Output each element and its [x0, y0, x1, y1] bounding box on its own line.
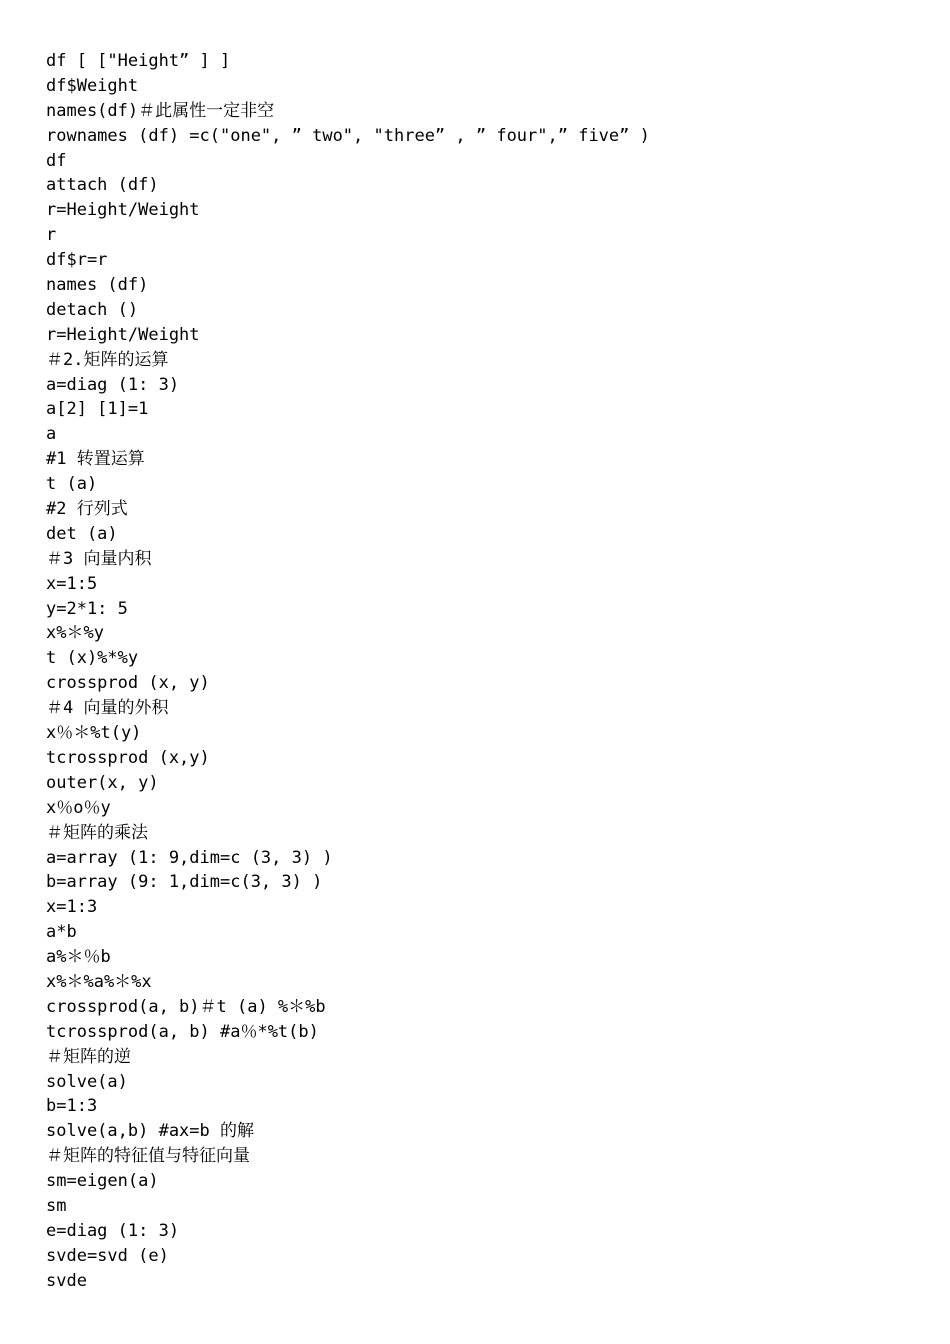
code-line: ＃矩阵的逆 — [46, 1046, 131, 1067]
code-line: a[2] [1]=1 — [46, 399, 149, 420]
code-line: a%＊％b — [46, 947, 111, 968]
code-line: tcrossprod (x,y) — [46, 747, 210, 768]
code-line: b=1:3 — [46, 1096, 98, 1117]
code-line: detach () — [46, 299, 139, 320]
code-line: x=1:3 — [46, 897, 98, 918]
code-line: x％＊%t(y) — [46, 723, 142, 744]
code-listing — [46, 49, 930, 1294]
code-line: solve(a) — [46, 1071, 128, 1092]
code-line: df [ ["Height” ] ] — [46, 51, 231, 71]
code-line: names (df) — [46, 275, 149, 296]
code-line: sm=eigen(a) — [46, 1171, 159, 1192]
code-line: solve(a,b) #ax=b 的解 — [46, 1121, 254, 1142]
code-line: a — [46, 424, 57, 445]
code-line: ＃3 向量内积 — [46, 548, 152, 569]
code-line: a=array (1: 9,dim=c (3, 3) ) — [46, 847, 333, 868]
code-line: df$Weight — [46, 75, 139, 96]
code-line: crossprod (x, y) — [46, 673, 210, 694]
code-line: x%＊%a%＊%x — [46, 971, 152, 992]
code-line: a*b — [46, 922, 77, 943]
code-line: r=Height/Weight — [46, 200, 200, 221]
code-line: x%＊%y — [46, 623, 104, 644]
code-line: names(df)＃此属性一定非空 — [46, 100, 275, 121]
code-line: df$r=r — [46, 250, 108, 271]
code-line: #1 转置运算 — [46, 449, 145, 470]
code-line: #2 行列式 — [46, 499, 128, 520]
code-line: y=2*1: 5 — [46, 598, 128, 619]
code-line: b=array (9: 1,dim=c(3, 3) ) — [46, 872, 323, 893]
code-line: ＃矩阵的特征值与特征向量 — [46, 1146, 250, 1167]
code-line: x=1:5 — [46, 573, 98, 594]
code-line: tcrossprod(a, b) #a％*%t(b) — [46, 1021, 319, 1042]
code-line: e=diag (1: 3) — [46, 1220, 180, 1241]
code-line: r — [46, 225, 57, 246]
code-line: attach (df) — [46, 175, 159, 196]
code-line: rownames (df) =c("one", ” two", "three” , ” four",” five” ) — [46, 125, 650, 146]
code-line: det (a) — [46, 523, 118, 544]
code-line: svde=svd (e) — [46, 1245, 169, 1266]
code-line: ＃矩阵的乘法 — [46, 822, 148, 843]
code-line: x％o％y — [46, 797, 111, 818]
code-line: sm — [46, 1195, 67, 1216]
code-line: ＃4 向量的外积 — [46, 698, 169, 719]
code-line: df — [46, 150, 67, 171]
code-line: t (a) — [46, 474, 98, 495]
code-line: crossprod(a, b)＃t (a) %＊%b — [46, 996, 326, 1017]
code-line: svde — [46, 1270, 87, 1291]
code-line: t (x)%*%y — [46, 648, 139, 669]
code-line: outer(x, y) — [46, 772, 159, 793]
code-line: ＃2.矩阵的运算 — [46, 349, 169, 370]
code-line: r=Height/Weight — [46, 324, 200, 345]
code-line: a=diag (1: 3) — [46, 374, 180, 395]
